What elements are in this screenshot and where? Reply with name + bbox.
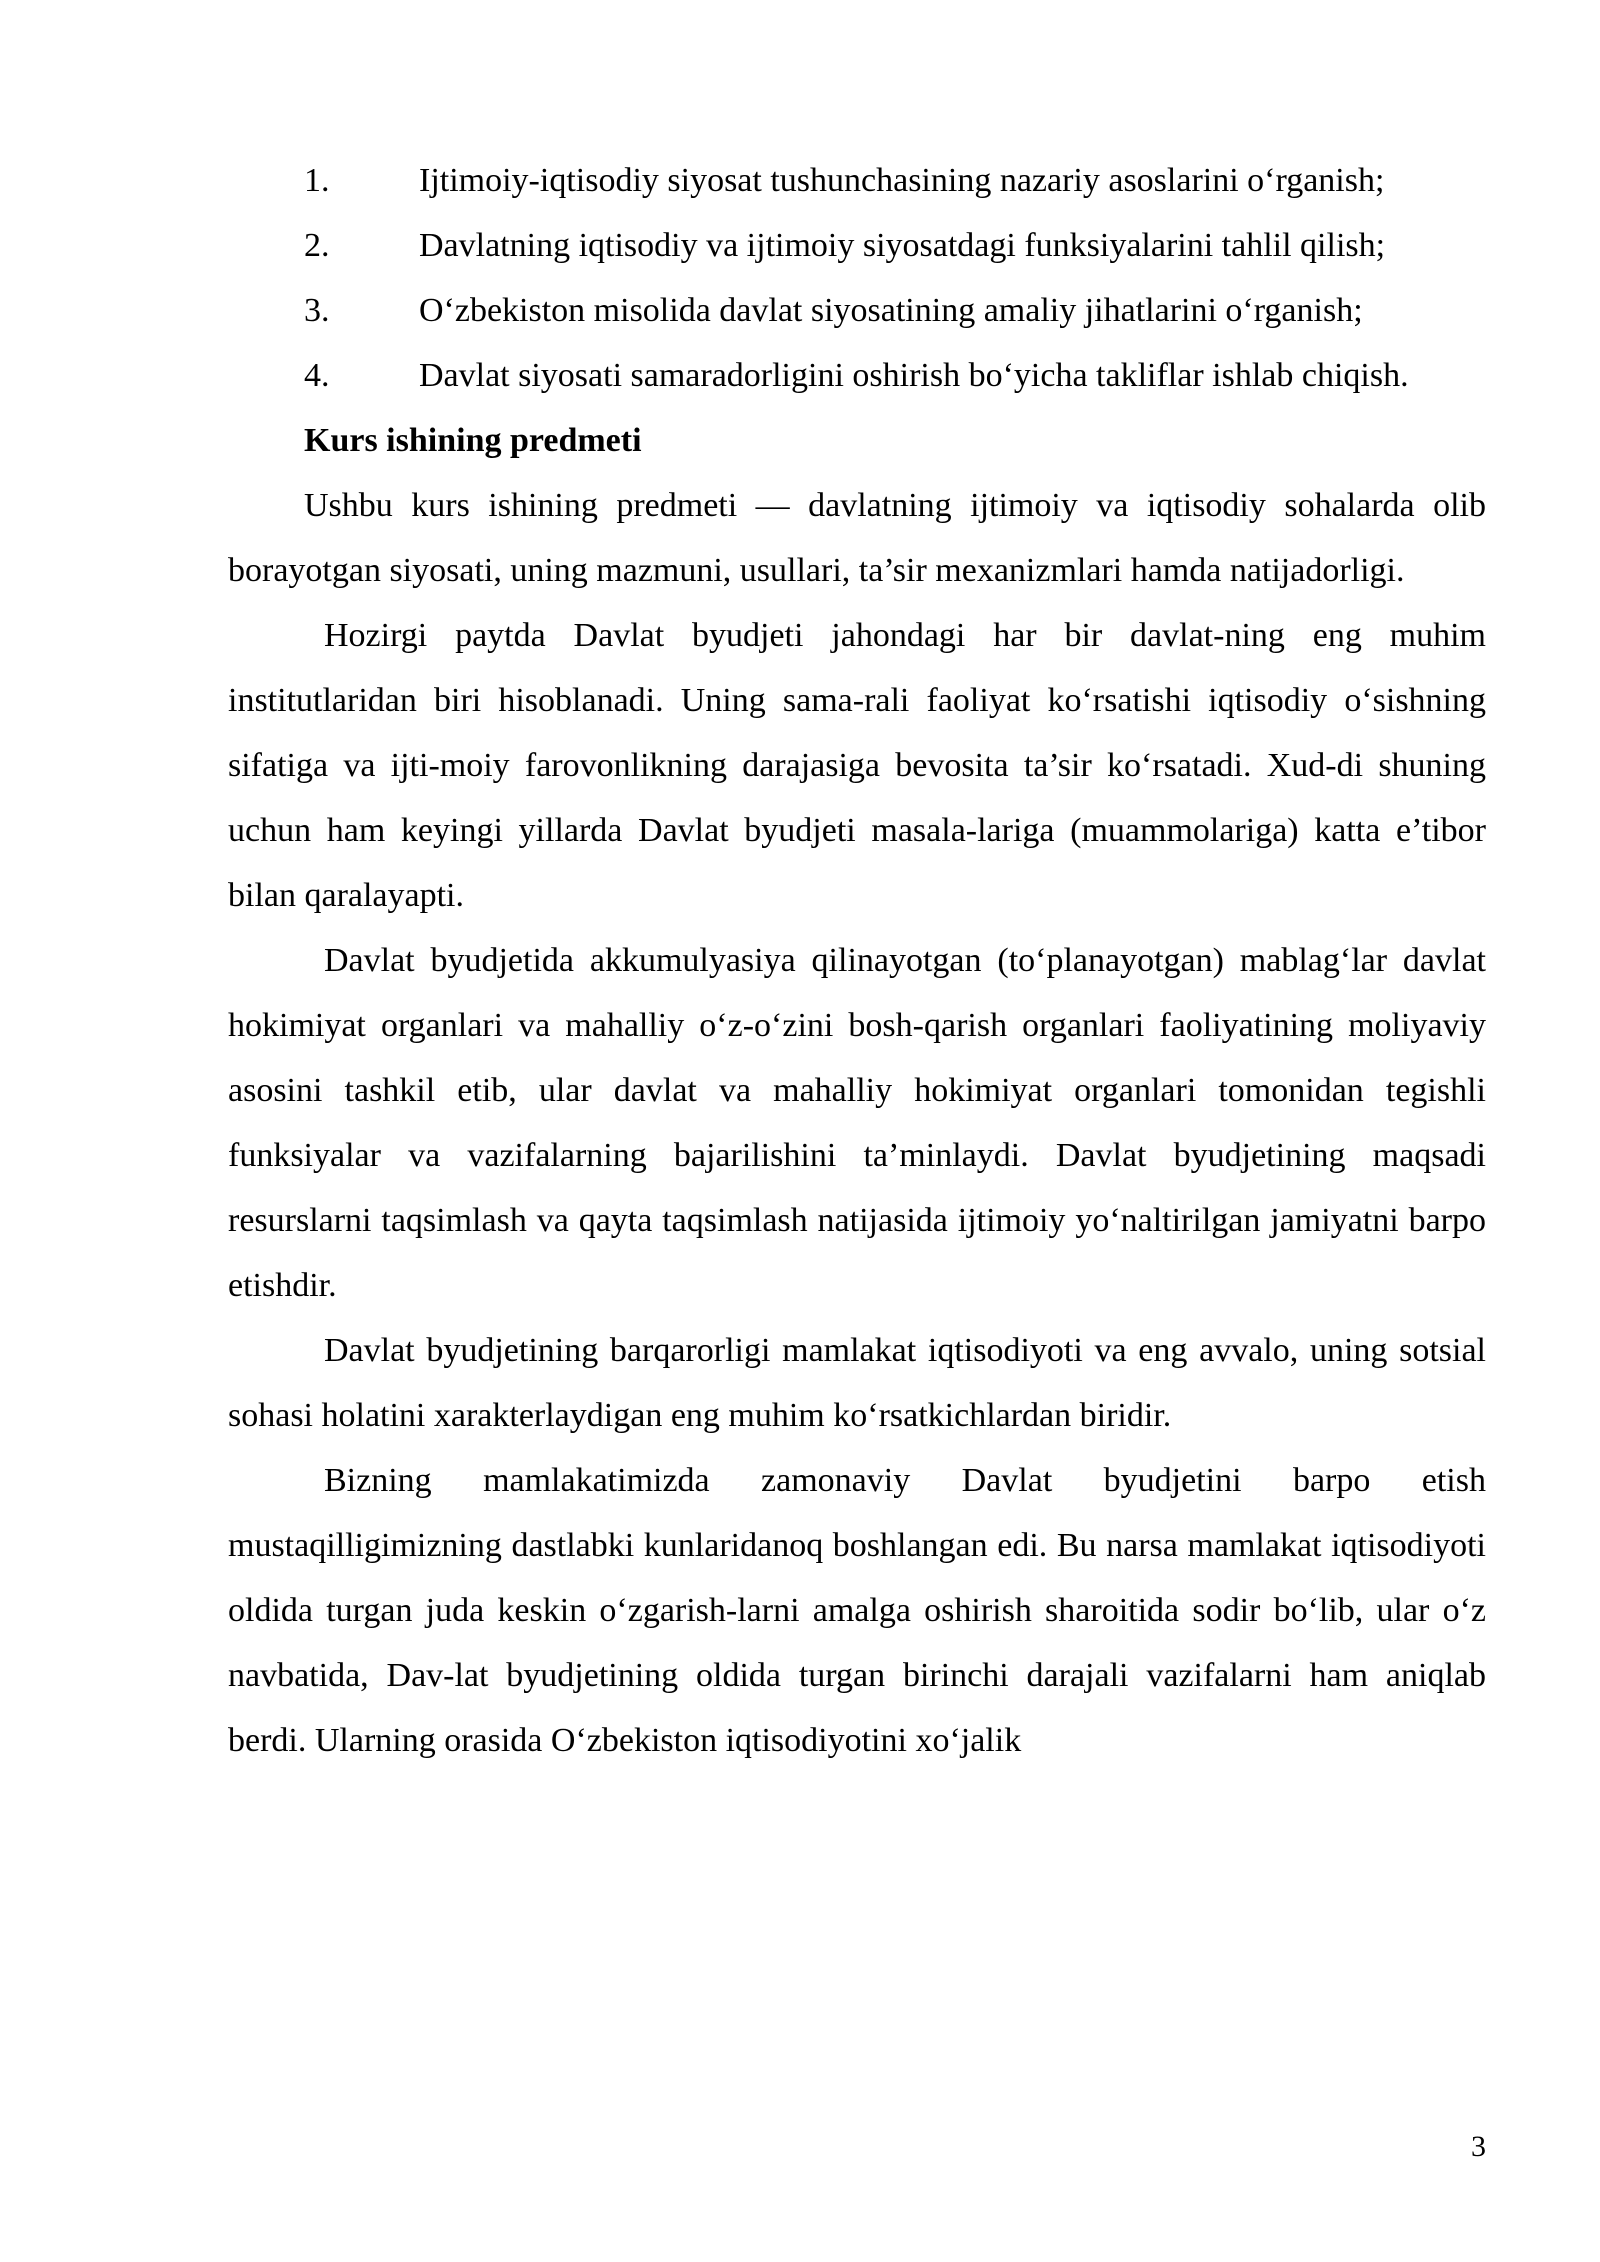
list-number: 3. [304,292,330,329]
list-text: Davlatning iqtisodiy va ijtimoiy siyosatdagi funksiyalarini tahlil qilish; [419,227,1386,264]
list-item [228,343,1486,408]
paragraph: Davlat byudjetining barqarorligi mamlakat iqtisodiyoti va eng avvalo, uning sotsial sohasi holatini xarakterlaydigan eng muhim ko‘rsatkichlardan biridir. [228,1332,1486,1434]
list-text: Ijtimoiy-iqtisodiy siyosat tushunchasining nazariy asoslarini o‘rganish; [419,162,1385,199]
list-text: Davlat siyosati samaradorligini oshirish bo‘yicha takliflar ishlab chiqish. [419,357,1409,394]
list-item [228,278,1486,343]
paragraph: Davlat byudjetida akkumulyasiya qilinayotgan (to‘planayotgan) mablag‘lar davlat hokimiyat organlari va mahalliy o‘z-o‘zini bosh-qarish organlari faoliyatining moliyaviy asosini tashkil etib, ular davlat va mahalliy hokimiyat organlari tomonidan tegishli funksiyalar va vazifalarning bajarilishini ta’minlaydi. Davlat byudjetining maqsadi resurslarni taqsimlash va qayta taqsimlash natijasida ijtimoiy yo‘naltirilgan jamiyatni barpo etishdir. [228,942,1486,1304]
list-item [228,148,1486,213]
paragraph: Ushbu kurs ishining predmeti — davlatning ijtimoiy va iqtisodiy sohalarda olib borayotgan siyosati, uning mazmuni, usullari, ta’sir mexanizmlari hamda natijadorligi. [228,487,1486,589]
document-page [228,148,1486,1773]
list-item [228,213,1486,278]
page-number: 3 [1471,2130,1486,2163]
list-text: O‘zbekiston misolida davlat siyosatining amaliy jihatlarini o‘rganish; [419,292,1363,329]
section-heading: Kurs ishining predmeti [304,422,642,459]
list-number: 1. [304,162,330,199]
list-number: 2. [304,227,330,264]
paragraph: Hozirgi paytda Davlat byudjeti jahondagi har bir davlat-ning eng muhim institutlaridan biri hisoblanadi. Uning sama-rali faoliyat ko‘rsatishi iqtisodiy o‘sishning sifatiga va ijti-moiy farovonlikning darajasiga bevosita ta’sir ko‘rsatadi. Xud-di shuning uchun ham keyingi yillarda Davlat byudjeti masala-lariga (muammolariga) katta e’tibor bilan qaralayapti. [228,617,1486,914]
list-number: 4. [304,357,330,394]
paragraph: Bizning mamlakatimizda zamonaviy Davlat byudjetini barpo etish mustaqilligimizning dastlabki kunlaridanoq boshlangan edi. Bu narsa mamlakat iqtisodiyoti oldida turgan juda keskin o‘zgarish-larni amalga oshirish sharoitida sodir bo‘lib, ular o‘z navbatida, Dav-lat byudjetining oldida turgan birinchi darajali vazifalarni ham aniqlab berdi. Ularning orasida O‘zbekiston iqtisodiyotini xo‘jalik [228,1462,1486,1759]
